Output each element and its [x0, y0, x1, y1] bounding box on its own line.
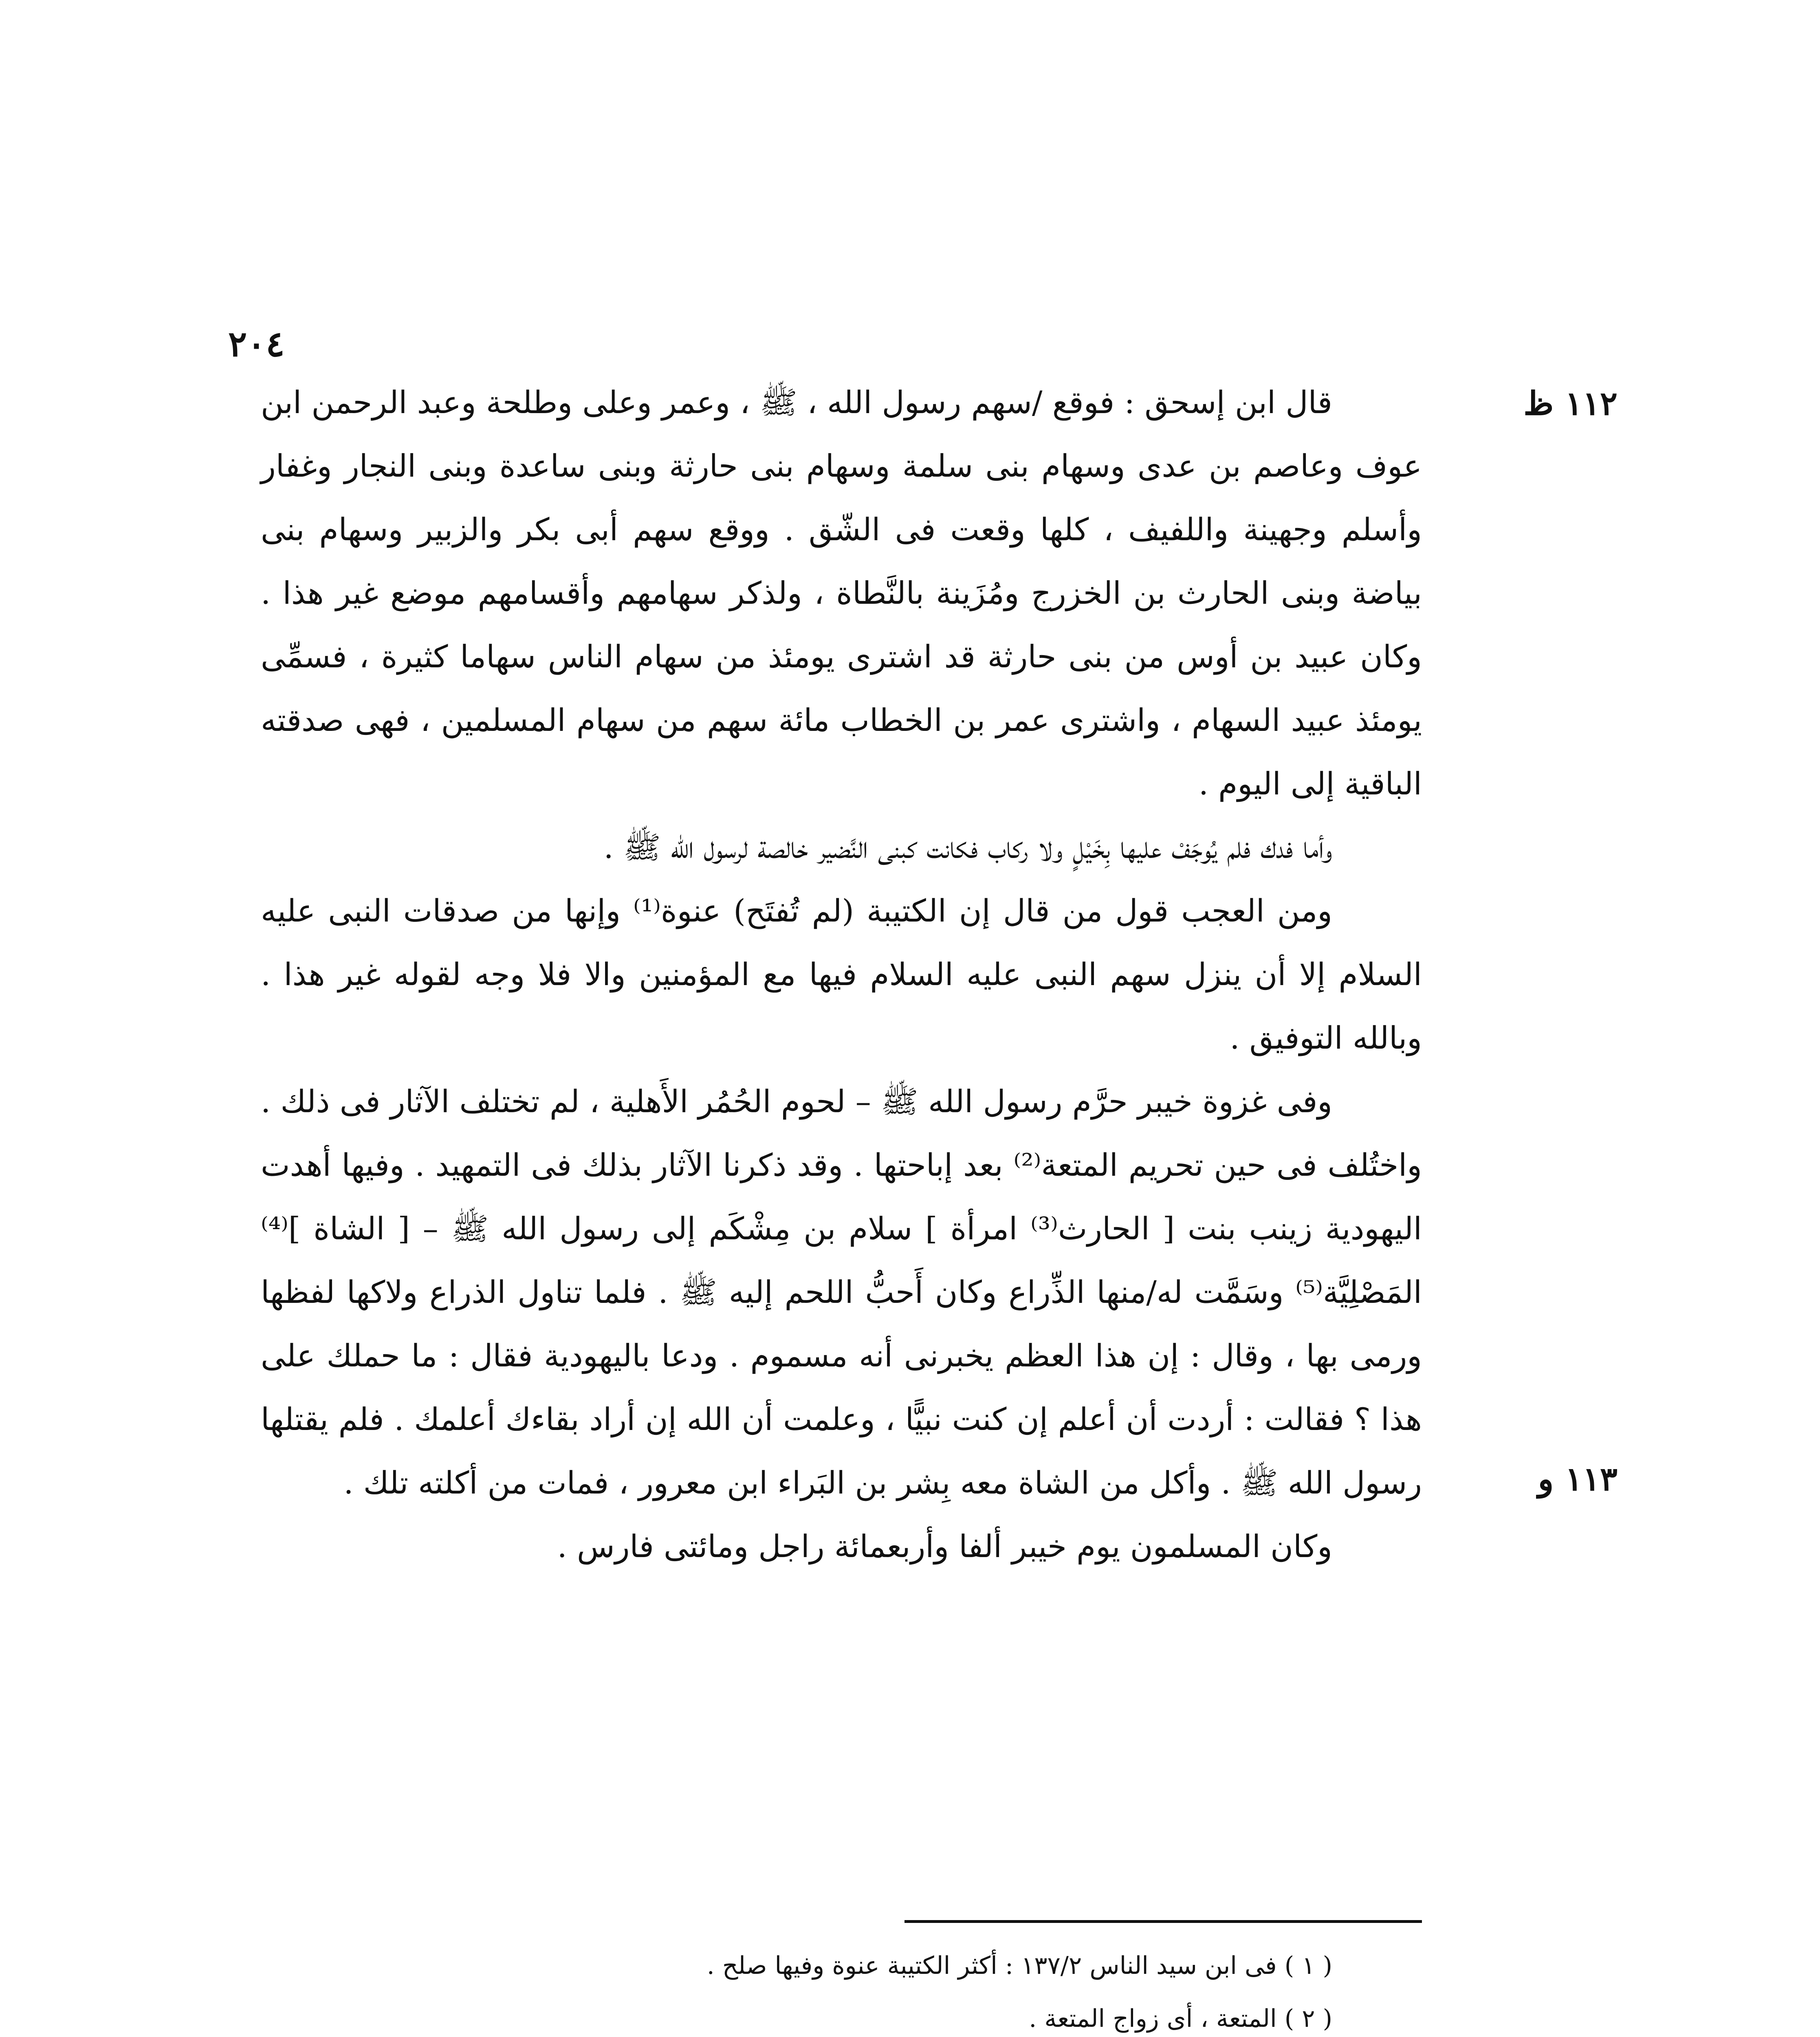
page-number: ٢٠٤ — [228, 323, 285, 365]
footnote: ( ٢ ) المتعة ، أى زواج المتعة . — [1029, 2004, 1332, 2033]
paragraph: ومن العجب قول من قال إن الكتيبة (لم تُفتَح) عنوة⁽¹⁾ وإنها من صدقات النبى عليه السلام إلا أن ينزل سهم النبى عليه السلام فيها مع المؤمنين والا فلا وجه لقوله غير هذا . وبالله التوفيق . — [261, 893, 1422, 1056]
footnote: ( ١ ) فى ابن سيد الناس ١٣٧/٢ : أكثر الكتيبة عنوة وفيها صلح . — [706, 1951, 1332, 1980]
paragraph: وفى غزوة خيبر حرَّم رسول الله ﷺ – لحوم الحُمُر الأَهلية ، لم تختلف الآثار فى ذلك . واختُلف فى حين تحريم المتعة⁽²⁾ بعد إباحتها . وقد ذكرنا الآثار بذلك فى التمهيد . وفيها أهدت اليهودية زينب بنت [ الحارث⁽³⁾ امرأة ] سلام بن مِشْكَم إلى رسول الله ﷺ – [ الشاة ]⁽⁴⁾ المَصْلِيَّة⁽⁵⁾ وسَمَّت له/منها الذِّراع وكان أَحبُّ اللحم إليه ﷺ . فلما تناول الذراع ولاكها لفظها ورمى بها ، وقال : إن هذا العظم يخبرنى أنه مسموم . ودعا باليهودية فقال : ما حملك على هذا ؟ فقالت : أردت أن أعلم إن كنت نبيًّا ، وعلمت أن الله إن أراد بقاءك أعلمك . فلم يقتلها رسول الله ﷺ . وأكل من الشاة معه بِشر بن البَراء ابن معرور ، فمات من أكلته تلك . — [261, 1083, 1422, 1501]
paragraph: قال ابن إسحق : فوقع /سهم رسول الله ، ﷺ ، وعمر وعلى وطلحة وعبد الرحمن ابن عوف وعاصم بن عدى وسهام بنى سلمة وسهام بنى حارثة وبنى ساعدة وبنى النجار وغفار وأسلم وجهينة واللفيف ، كلها وقعت فى الشّق . ووقع سهم أبى بكر والزبير وسهام بنى بياضة وبنى الحارث بن الخزرج ومُزَينة بالنَّطاة ، ولذكر سهامهم وأقسامهم موضع غير هذا . وكان عبيد بن أوس من بنى حارثة قد اشترى يومئذ من سهام الناس سهاما كثيرة ، فسمِّى يومئذ عبيد السهام ، واشترى عمر بن الخطاب مائة سهم من سهام المسلمين ، فهى صدقته الباقية إلى اليوم . — [261, 384, 1422, 802]
main-text — [261, 371, 1422, 1837]
footnotes — [261, 1939, 1422, 2037]
footnote-separator — [904, 1920, 1422, 1923]
paragraph: وكان المسلمون يوم خيبر ألفا وأربعمائة راجل ومائتى فارس . — [557, 1528, 1332, 1564]
margin-folio-note: ١١٢ ظ — [1523, 384, 1618, 422]
paragraph: وأما فدك فلم يُوجَفْ عليها بِخَيْلٍ ولا ركاب فكانت كبنى النَّضير خالصة لرسول الله ﷺ . — [603, 829, 1332, 865]
margin-folio-note: ١١٣ و — [1538, 1460, 1618, 1498]
